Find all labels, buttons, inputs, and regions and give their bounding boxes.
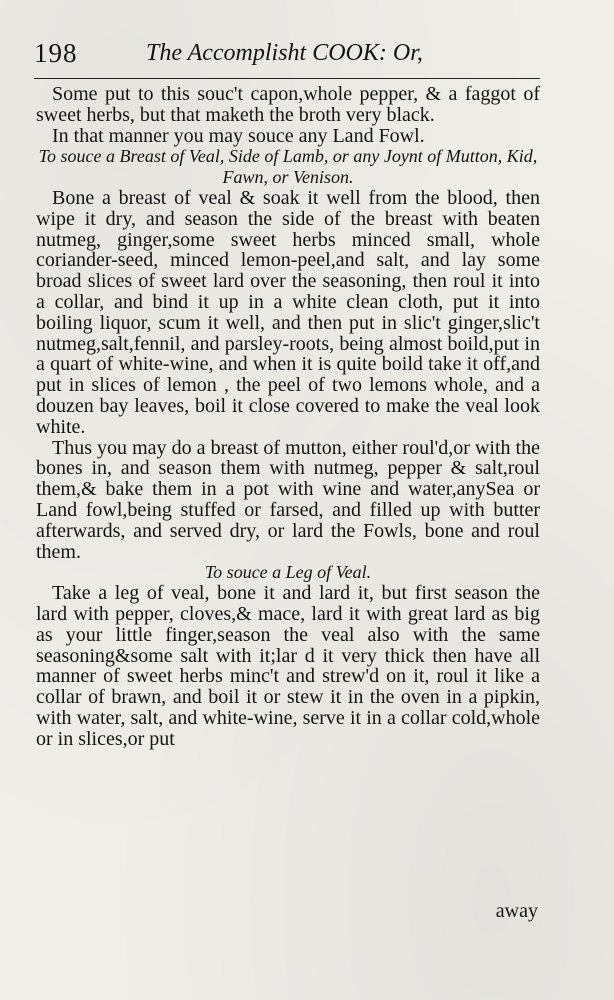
recipe-title: To souce a Breast of Veal, Side of Lamb, or any Joynt of Mutton, Kid, Fawn, or Venison. — [38, 146, 538, 188]
paragraph: Thus you may do a breast of mutton, either roul'd,or with the bones in, and season them with nutmeg, pepper & salt,roul them,& bake them in a pot with wine and water,anySea or Land fowl,being stuffed or farsed, and filled up with butter afterwards, and served dry, or lard the Fowls, bone and roul them. — [36, 436, 540, 563]
catchword: away — [495, 900, 538, 922]
paragraph: In that manner you may souce any Land Fowl. — [52, 124, 425, 147]
paragraph: Some put to this souc't capon,whole pepper, & a faggot of sweet herbs, but that maketh the broth very black. — [36, 83, 540, 126]
page-number: 198 — [34, 38, 78, 68]
page-header — [34, 38, 540, 72]
recipe-title: To souce a Leg of Veal. — [204, 562, 372, 583]
body-text — [36, 84, 540, 750]
running-title: The Accomplisht COOK: Or, — [146, 40, 423, 66]
header-rule — [34, 78, 540, 79]
paragraph: Bone a breast of veal & soak it well from the blood, then wipe it dry, and season the side of the breast with beaten nutmeg, ginger,some sweet herbs minced small, whole coriander-seed, minced lemon-peel,and salt, and lay some broad slices of sweet lard over the seasoning, then roul it into a collar, and bind it up in a white clean cloth, put it into boiling liquor, scum it well, and then put in slic't ginger,slic't nutmeg,salt,fennil, and parsley-roots, being almost boild,put in a quart of white-wine, and when it is quite boild take it off,and put in slices of lemon , the peel of two lemons whole, and a douzen bay leaves, boil it close covered to make the veal look white. — [36, 186, 540, 438]
paragraph: Take a leg of veal, bone it and lard it, but first season the lard with pepper, cloves,& mace, lard it with great lard as big as your little finger,season the veal also with the same seasoning&some salt with it;lar d it very thick then have all manner of sweet herbs minc't and strew'd on it, roul it like a collar of brawn, and boil it or stew it in the oven in a pipkin, with water, salt, and white-wine, serve it in a collar cold,whole or in slices,or put — [36, 582, 540, 750]
